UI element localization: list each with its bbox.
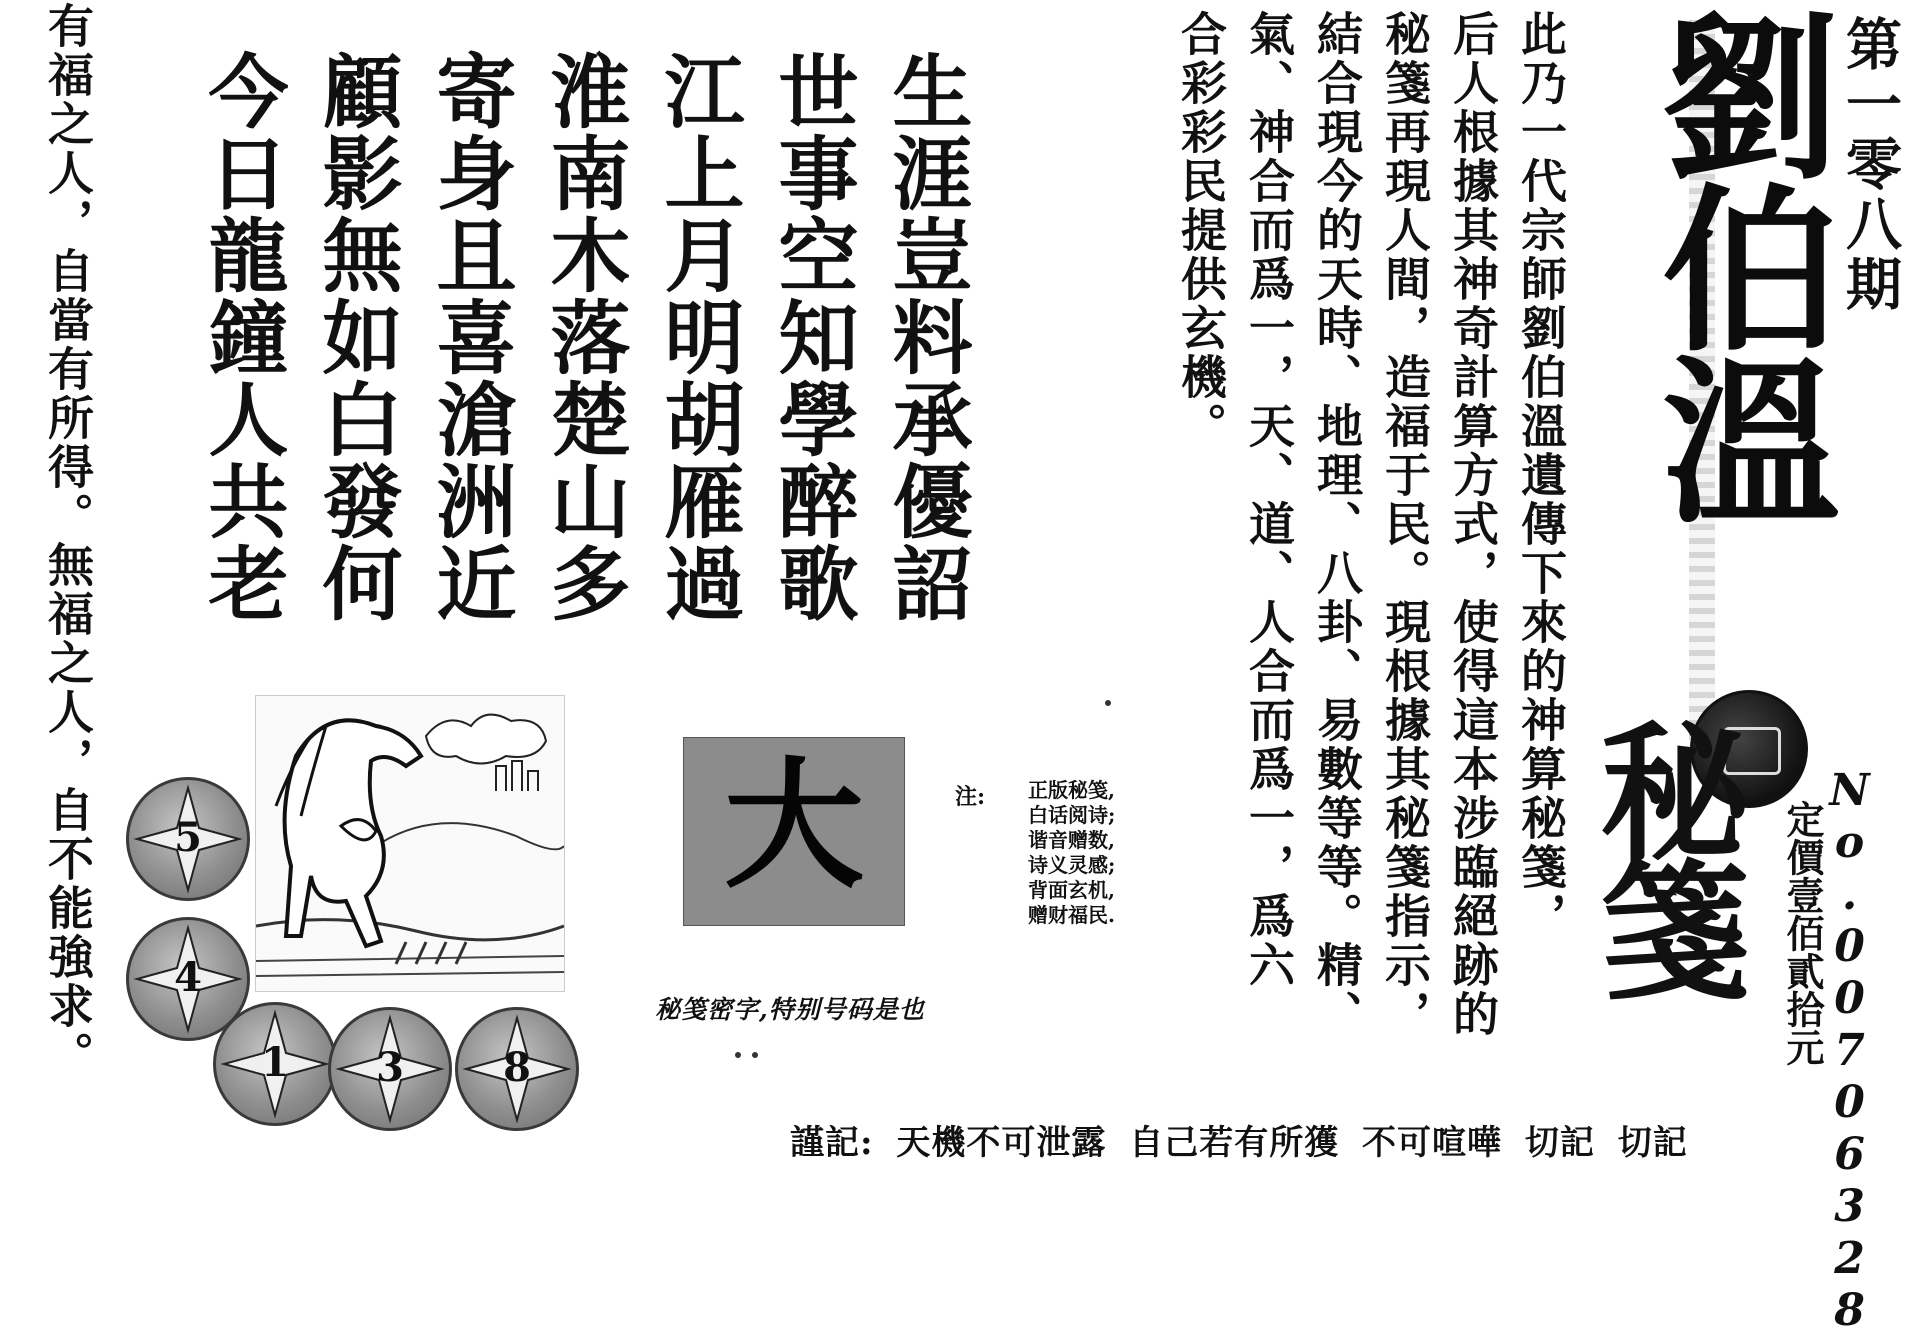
poem-line: 世事空知學醉歌 xyxy=(765,50,859,624)
horse-drawing xyxy=(256,696,564,991)
secret-character-box xyxy=(683,737,905,926)
note-line: 背面玄机, xyxy=(1028,878,1115,902)
note-lines xyxy=(1028,778,1115,928)
poem xyxy=(185,50,983,660)
intro-line: 秘箋再現人間，造福于民。現根據其秘箋指示， xyxy=(1378,10,1432,1039)
note-line: 白话阅诗; xyxy=(1028,803,1116,827)
intro-line: 氣、神合而爲一，天、道、人合而爲一，爲六 xyxy=(1242,10,1296,990)
number-badge xyxy=(126,777,250,901)
intro-line: 后人根據其神奇計算方式，使得這本涉臨絕跡的 xyxy=(1446,10,1500,1039)
print-dot xyxy=(735,1052,741,1058)
number-badge xyxy=(328,1007,452,1131)
footer-warning: 謹記: 天機不可泄露 自己若有所獲 不可喧嘩 切記 切記 xyxy=(790,1123,1688,1163)
intro-line: 此乃一代宗師劉伯溫遺傳下來的神算秘箋， xyxy=(1514,10,1568,941)
margin-note: 有福之人，自當有所得。無福之人，自不能強求。 xyxy=(41,2,95,1080)
secret-character: 大 xyxy=(723,745,864,908)
horse-illustration xyxy=(255,695,565,992)
poem-line: 今日龍鐘人共老 xyxy=(195,50,289,624)
poem-line: 顧影無如白發何 xyxy=(309,50,403,624)
number-value: 4 xyxy=(174,954,202,1001)
poem-line: 寄身且喜滄洲近 xyxy=(423,50,517,624)
note-line: 赠财福民. xyxy=(1028,903,1115,927)
price-label: 定價壹佰貳拾元 xyxy=(1780,800,1825,1066)
intro-line: 合彩彩民提供玄機。 xyxy=(1174,10,1228,451)
secret-caption: 秘笺密字,特别号码是也 xyxy=(655,995,925,1024)
intro-line: 結合現今的天時、地理、八卦、易數等等。精、 xyxy=(1310,10,1364,1039)
print-dot xyxy=(752,1052,758,1058)
note-line: 诗义灵感; xyxy=(1028,853,1116,877)
serial-number: No.00706328 xyxy=(1824,765,1875,1337)
note-line: 谐音赠数, xyxy=(1028,828,1115,852)
main-title: 劉伯溫 xyxy=(1632,5,1841,521)
number-value: 1 xyxy=(261,1039,289,1086)
number-value: 5 xyxy=(174,814,202,861)
number-badge xyxy=(213,1002,337,1126)
issue-number: 第一零八期 xyxy=(1837,15,1903,315)
print-dot xyxy=(1105,700,1111,706)
number-badge xyxy=(455,1007,579,1131)
number-value: 3 xyxy=(376,1044,404,1091)
poem-line: 江上月明胡雁過 xyxy=(651,50,745,624)
note-line: 正版秘笺, xyxy=(1028,778,1115,802)
intro-text xyxy=(1167,10,1575,1050)
secret-title: 秘箋 xyxy=(1574,715,1750,991)
poem-line: 淮南木落楚山多 xyxy=(537,50,631,624)
number-value: 8 xyxy=(503,1044,531,1091)
poem-line: 生涯豈料承優詔 xyxy=(879,50,973,624)
note-label: 注: xyxy=(955,784,986,810)
